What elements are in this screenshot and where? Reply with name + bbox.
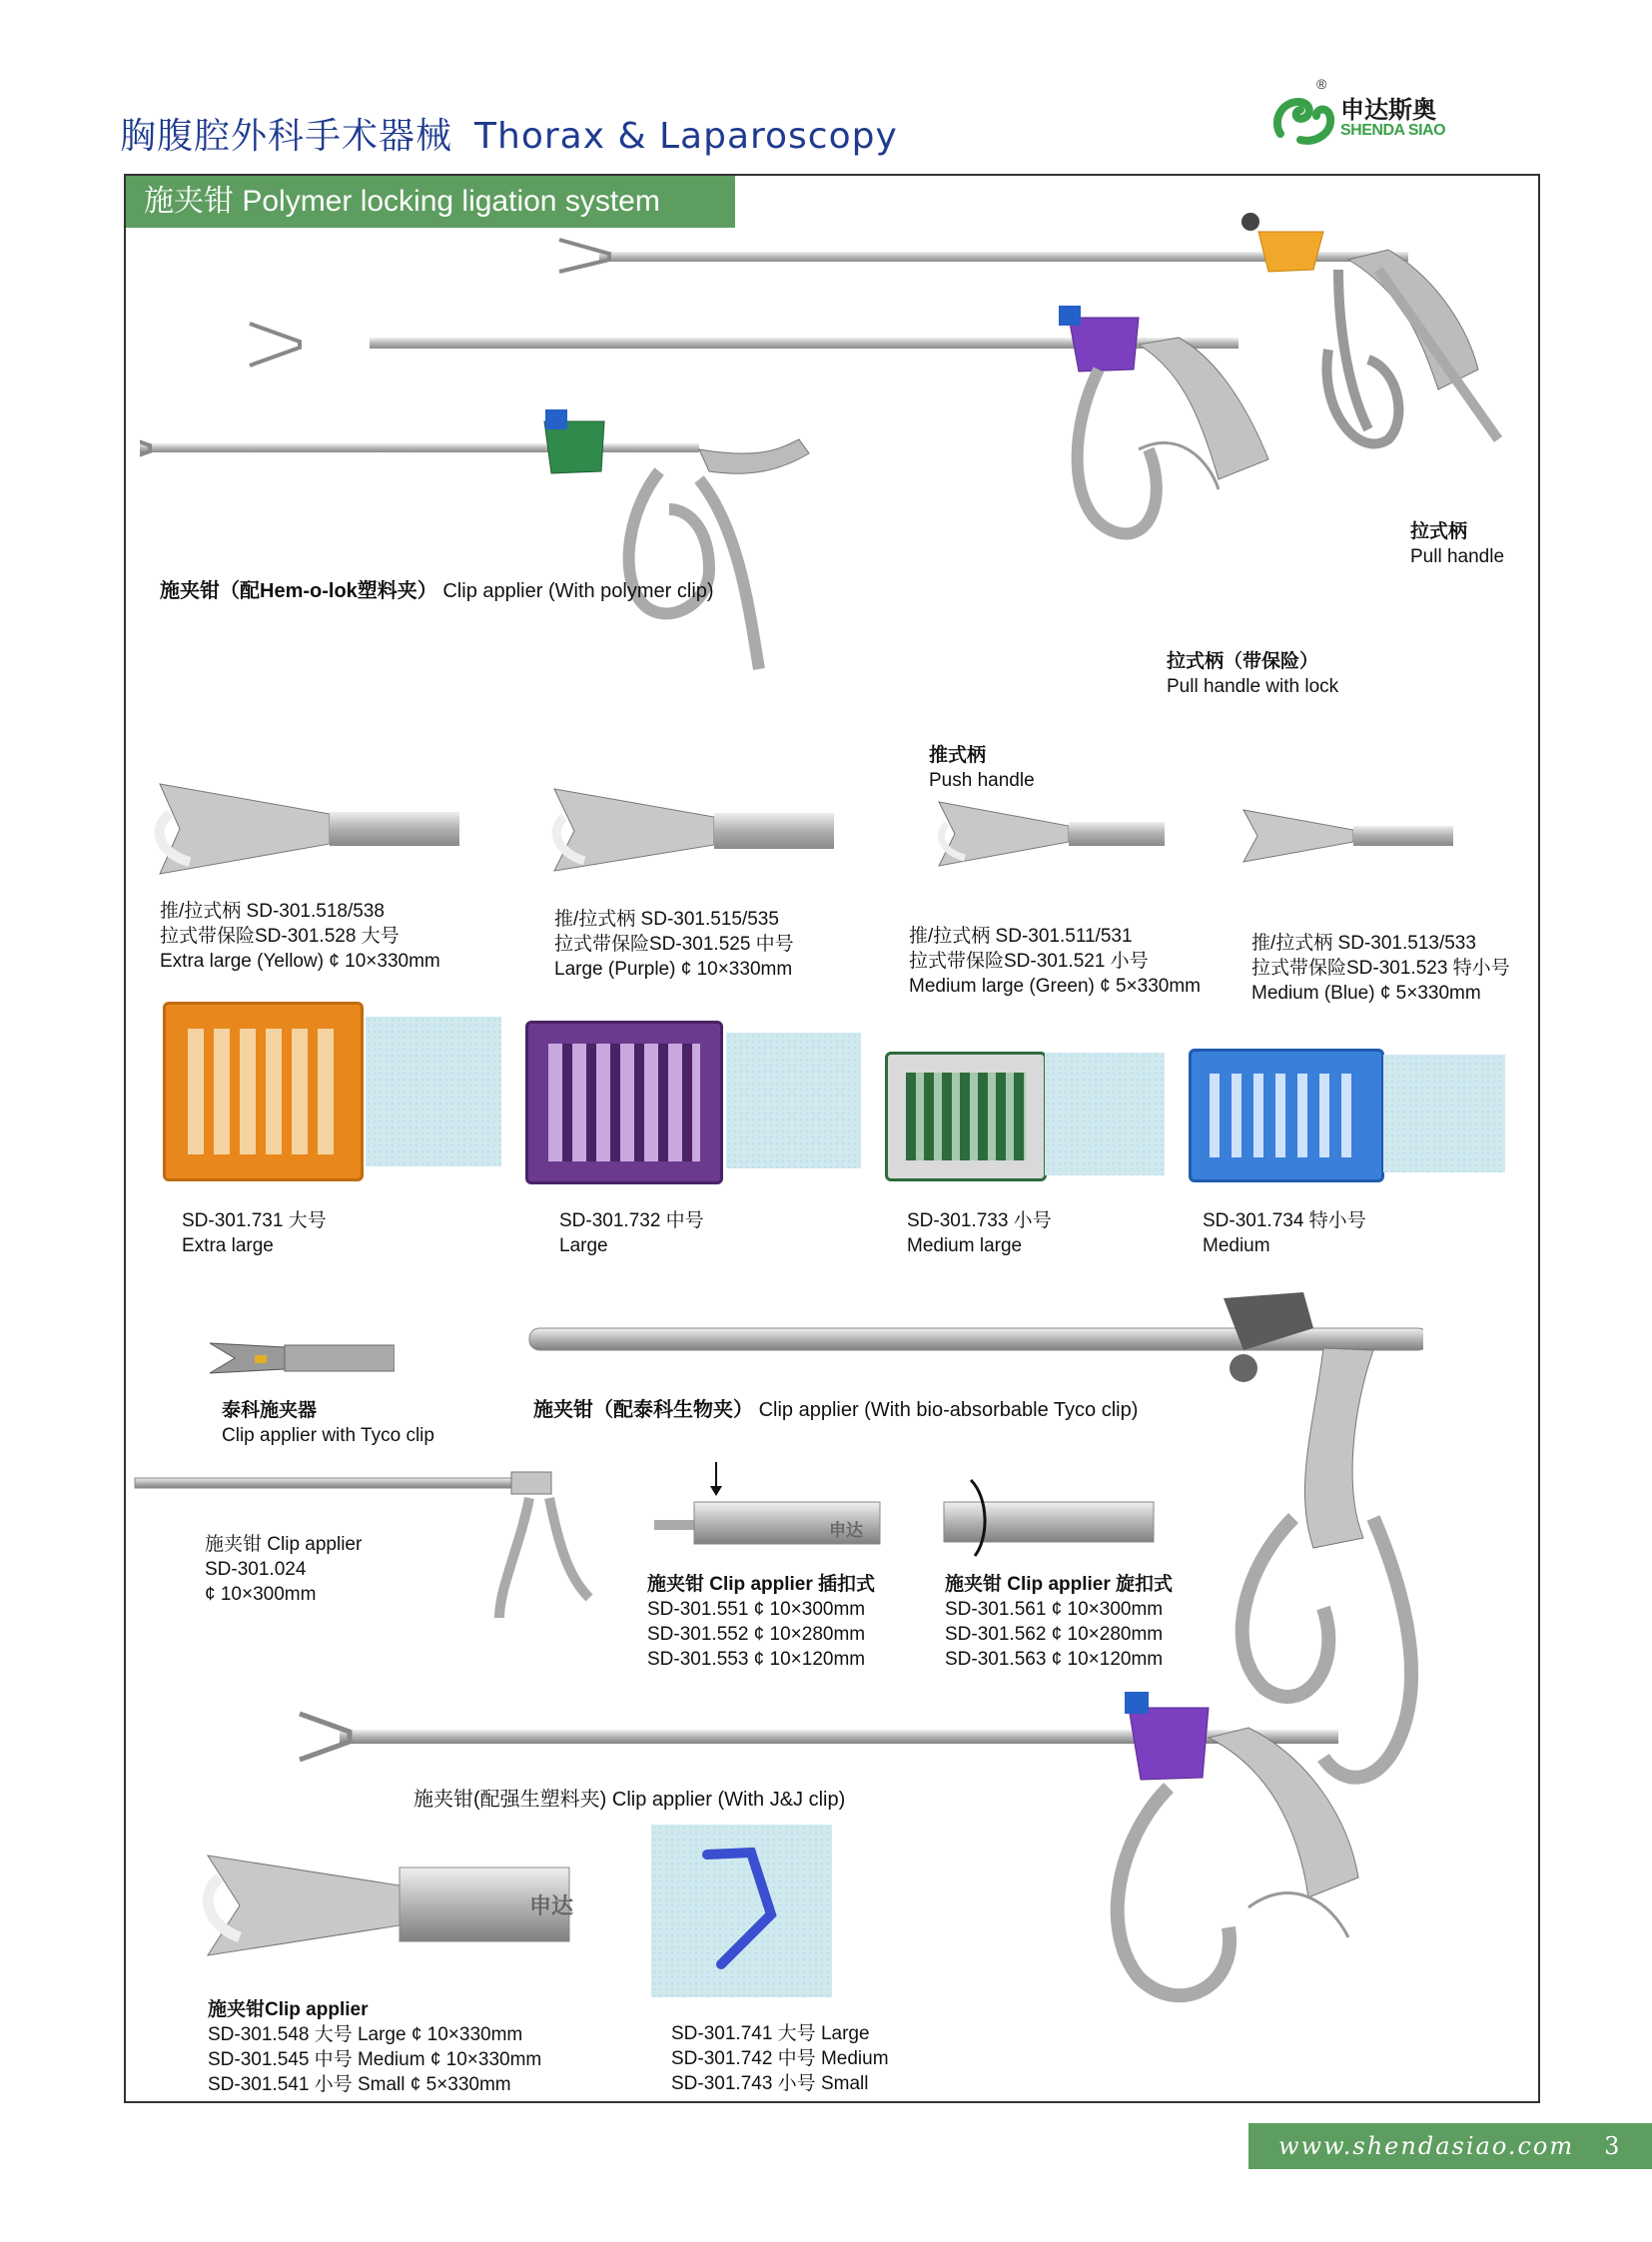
clip-sample-extra-large (366, 1017, 501, 1166)
plug-type-label (647, 1572, 875, 1672)
pull-handle-instrument (559, 213, 1498, 443)
cartridge-medium (1189, 1049, 1384, 1182)
cartridge-label-4 (1203, 1208, 1366, 1258)
jaw-spec-3-line2: 拉式带保险SD-301.521 小号 (909, 951, 1149, 972)
cartridge-size-3: Medium large (907, 1235, 1023, 1256)
jaw-spec-3-line3: Medium large (Green) ¢ 5×330mm (909, 976, 1201, 997)
jj-clip-spec (671, 2021, 889, 2096)
pull-handle-lock-en: Pull handle with lock (1167, 676, 1339, 697)
cartridge-code-1: SD-301.731 大号 (182, 1210, 327, 1231)
pull-handle-lock-label (1167, 649, 1338, 699)
clip-applier-polymer-en: Clip applier (With polymer clip) (442, 580, 714, 602)
section-title: 施夹钳 Polymer locking ligation system (126, 176, 735, 228)
page-number: 3 (1604, 2132, 1622, 2160)
rotary-type-title: 施夹钳 Clip applier 旋扣式 (945, 1574, 1174, 1595)
jaw-large (554, 789, 834, 871)
jaw-spec-1-line2: 拉式带保险SD-301.528 大号 (160, 926, 400, 947)
clip-applier-024-image (130, 1468, 609, 1628)
cartridge-code-2: SD-301.732 中号 (559, 1210, 704, 1231)
clip-sample-medium (1383, 1055, 1505, 1172)
jaw-spec-3 (909, 924, 1201, 999)
pull-handle-label (1410, 519, 1504, 569)
clip-applier-024-label (205, 1532, 362, 1607)
jaw-medium (1243, 810, 1453, 862)
jj-clip-row-2: SD-301.742 中号 Medium (671, 2048, 889, 2069)
brand-name-zh: 申达斯奥 (1340, 97, 1436, 124)
clip-applier-polymer-zh: 施夹钳（配Hem-o-lok塑料夹） (160, 580, 437, 602)
cartridge-size-1: Extra large (182, 1235, 274, 1256)
jaw-spec-4-line1: 推/拉式柄 SD-301.513/533 (1251, 933, 1476, 954)
jj-applier-label: 施夹钳(配强生塑料夹) Clip applier (With J&J clip) (413, 1789, 846, 1811)
jj-applier-row-1: SD-301.548 大号 Large ¢ 10×330mm (208, 2024, 523, 2045)
push-handle-en: Push handle (929, 770, 1035, 791)
footer-band (1248, 2123, 1652, 2169)
cartridge-label-1 (182, 1208, 327, 1258)
cartridge-code-4: SD-301.734 特小号 (1203, 1210, 1366, 1231)
jj-clip-row-1: SD-301.741 大号 Large (671, 2023, 870, 2044)
footer-url[interactable]: www.shendasiao.com (1278, 2132, 1575, 2160)
pull-handle-lock-instrument (250, 306, 1268, 534)
jaw-spec-2-line2: 拉式带保险SD-301.525 中号 (554, 934, 794, 955)
tyco-large-en: Clip applier (With bio-absorbable Tyco clip) (758, 1399, 1139, 1421)
jaw-extra-large (160, 784, 459, 874)
jaw-spec-1-line3: Extra large (Yellow) ¢ 10×330mm (160, 951, 440, 972)
jaw-medium-large (939, 802, 1165, 866)
rotary-type-row-1: SD-301.561 ¢ 10×300mm (945, 1599, 1164, 1620)
jaw-spec-2 (554, 907, 794, 982)
jaw-closeups (150, 774, 1488, 894)
brand-logo (1270, 74, 1452, 154)
clip-applier-024-code: SD-301.024 (205, 1559, 307, 1580)
jaw-spec-1 (160, 899, 440, 974)
tyco-small-label (222, 1398, 434, 1448)
jaw-spec-2-line1: 推/拉式柄 SD-301.515/535 (554, 909, 779, 930)
cartridge-label-2 (559, 1208, 704, 1258)
plug-type-row-1: SD-301.551 ¢ 10×300mm (647, 1599, 866, 1620)
jaw-spec-2-line3: Large (Purple) ¢ 10×330mm (554, 959, 793, 980)
clip-sample-large (726, 1033, 861, 1168)
tyco-large-zh: 施夹钳（配泰科生物夹） (533, 1399, 753, 1421)
title-en: Thorax & Laparoscopy (474, 116, 898, 157)
cartridge-code-3: SD-301.733 小号 (907, 1210, 1052, 1231)
rotary-type-row-3: SD-301.563 ¢ 10×120mm (945, 1649, 1164, 1670)
cartridge-size-4: Medium (1203, 1235, 1270, 1256)
title-zh: 胸腹腔外科手术器械 (120, 116, 453, 157)
cartridge-label-3 (907, 1208, 1052, 1258)
jj-jaw-image (200, 1846, 574, 1965)
jj-applier-title: 施夹钳Clip applier (208, 1999, 369, 2020)
pull-handle-zh: 拉式柄 (1410, 521, 1468, 542)
tyco-small-zh: 泰科施夹器 (222, 1400, 318, 1421)
tyco-small-en: Clip applier with Tyco clip (222, 1425, 434, 1446)
cartridge-size-2: Large (559, 1235, 608, 1256)
plug-type-row-2: SD-301.552 ¢ 10×280mm (647, 1624, 866, 1645)
jaw-spec-4-line3: Medium (Blue) ¢ 5×330mm (1251, 983, 1481, 1004)
jaw-spec-4 (1251, 931, 1510, 1006)
cartridge-medium-large (885, 1052, 1047, 1181)
jj-applier-spec (208, 1997, 541, 2097)
pull-handle-en: Pull handle (1410, 546, 1505, 567)
push-handle-zh: 推式柄 (929, 745, 987, 766)
jj-jaw-mark: 申达 (529, 1893, 574, 1918)
jaw-spec-1-line1: 推/拉式柄 SD-301.518/538 (160, 901, 385, 922)
plug-type-title: 施夹钳 Clip applier 插扣式 (647, 1574, 876, 1595)
tyco-clip-applier-image (205, 1333, 395, 1383)
push-handle-instrument (140, 409, 809, 669)
plug-type-row-3: SD-301.553 ¢ 10×120mm (647, 1649, 866, 1670)
rotary-type-row-2: SD-301.562 ¢ 10×280mm (945, 1624, 1164, 1645)
rotary-type-shaft-image (939, 1478, 1159, 1558)
clip-applier-polymer-label (160, 579, 714, 604)
pull-handle-lock-zh: 拉式柄（带保险） (1167, 651, 1319, 672)
rotary-type-label (945, 1572, 1173, 1672)
clip-sample-medium-large (1045, 1053, 1165, 1175)
jj-applier-row-3: SD-301.541 小号 Small ¢ 5×330mm (208, 2074, 511, 2095)
jj-applier-row-2: SD-301.545 中号 Medium ¢ 10×330mm (208, 2049, 542, 2070)
clip-applier-024-name: 施夹钳 Clip applier (205, 1534, 363, 1555)
plug-shaft-mark: 申达 (829, 1521, 863, 1540)
jaw-spec-4-line2: 拉式带保险SD-301.523 特小号 (1251, 958, 1510, 979)
cartridge-large (525, 1021, 723, 1184)
registered-mark: ® (1316, 76, 1327, 92)
jj-clip-icon (651, 1825, 832, 1997)
page-title (120, 108, 898, 159)
cartridge-extra-large (163, 1002, 364, 1181)
brand-name-en: SHENDA SIAO (1340, 122, 1446, 139)
jj-clip-sample (651, 1825, 832, 1997)
jj-clip-row-3: SD-301.743 小号 Small (671, 2073, 869, 2094)
clip-applier-024-size: ¢ 10×300mm (205, 1584, 317, 1605)
brand-logo-icon (1270, 82, 1340, 152)
tyco-large-label (533, 1398, 1138, 1423)
jaw-spec-3-line1: 推/拉式柄 SD-301.511/531 (909, 926, 1133, 947)
